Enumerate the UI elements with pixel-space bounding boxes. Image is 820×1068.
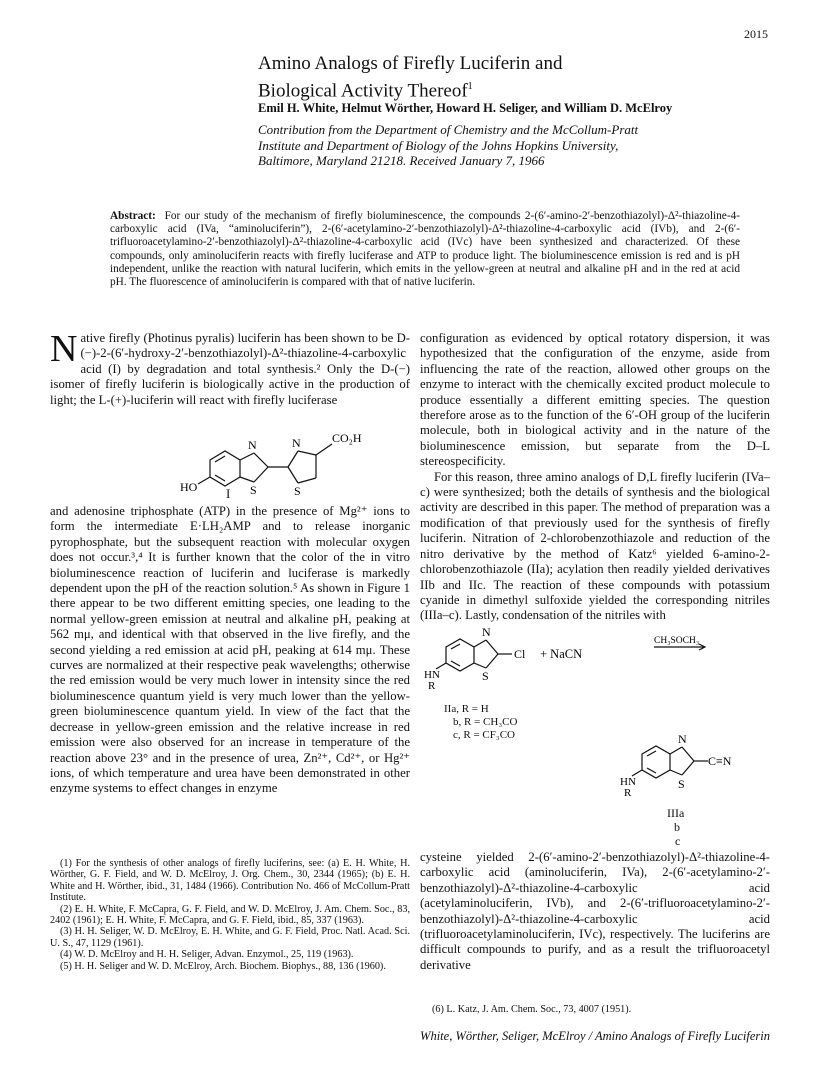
abstract-label: Abstract: [110,210,156,222]
left-column-body [50,504,410,797]
struct-N1: N [248,438,257,452]
scheme-N-III: N [678,732,687,746]
drop-cap: N [50,328,78,370]
title-line-2 [258,75,758,102]
left-column-intro [50,328,410,408]
scheme-S-III: S [678,777,685,791]
label-IIa: IIa, R = H [444,703,489,715]
title-footnote-marker: 1 [467,81,473,92]
footnote-5: (5) H. H. Seliger and W. D. McElroy, Arch. Biochem. Biophys., 88, 136 (1960). [60,960,386,972]
right-column-top [420,331,770,624]
scheme-N-II: N [482,625,491,639]
title-line-2-text: Biological Activity Thereof [258,80,468,102]
scheme-solvent: CH₃SOCH₃ [654,636,700,646]
right-column-bottom [420,850,770,973]
compound-label-I: I [226,486,231,501]
abstract [110,210,740,289]
right-paragraph-3: cysteine yielded 2-(6′-amino-2′-benzothiazolyl)-Δ²-thiazoline-4-carboxylic acid (aminoluciferin, IVa), 2-(6′-acetylamino-2′-benzothiazolyl)-Δ²-thiazoline-4-carboxylic acid (acetylaminoluciferin, IVb), and 2-(6′-trifluoroacetylamino-2′-benzothiazolyl)-Δ²-thiazoline-4-carboxylic acid (trifluoroacetylaminoluciferin, IVc), respectively. The luciferins are difficult compounds to purify, and as a result the trifluoroacetyl derivative [420,850,770,972]
page-number: 2015 [744,27,768,41]
footnotes-left [50,858,410,972]
footnote-4: (4) W. D. McElroy and H. H. Seliger, Advan. Enzymol., 25, 119 (1963). [60,949,354,961]
right-paragraph-1: configuration as evidenced by optical rotatory dispersion, it was hypothesized that the configuration of the enzyme, aside from influencing the rate of the reaction, allowed other groups on the enzyme to interact with the chemically excited product molecule to produce essentially a different emitting species. The question therefore arose as to the function of the 6′-OH group of the luciferin molecule, both in biological activity and in the nature of the bioluminescence emission, but separate from the D–L stereospecificity. [420,331,770,469]
footnote-1: (1) For the synthesis of other analogs of firefly luciferins, see: (a) E. H. White, H. Wörther, G. F. Field, and W. D. McElroy, J. Org. Chem., 30, 2344 (1965); (b) E. H. White and H. Wörther, ibid., 31, 1484 (1966). Contribution No. 466 of McCollum-Pratt Institute. [50,858,410,904]
scheme-nitrile: C≡N [708,754,732,768]
label-IIc: c, R = CF₃CO [453,729,515,741]
scheme-II [424,625,744,695]
affiliation-line-2: Institute and Department of Biology of the Johns Hopkins University, [258,137,619,153]
footnote-3: (3) H. H. Seliger, W. D. McElroy, E. H. White, and G. F. Field, Proc. Natl. Acad. Sci. U. S., 47, 1129 (1961). [50,926,410,949]
footnote-2: (2) E. H. White, F. McCapra, G. F. Field, and W. D. McElroy, J. Am. Chem. Soc., 83, 2402 (1961); E. H. White, F. McCapra, and G. F. Field, ibid., 85, 337 (1963). [50,903,410,927]
title-line-1: Amino Analogs of Firefly Luciferin and [258,53,563,74]
structure-I [180,420,420,510]
affiliation-line-3: Baltimore, Maryland 21218. Received January 7, 1966 [258,153,545,168]
scheme-III [618,732,778,802]
footnote-6: (6) L. Katz, J. Am. Chem. Soc., 73, 4007 (1951). [432,1004,632,1015]
running-footer: White, Wörther, Seliger, McElroy / Amino Analogs of Firefly Luciferin [420,1029,770,1043]
struct-HO: HO [180,480,198,494]
struct-CO2H: CO₂H [332,431,362,445]
scheme-S-II: S [482,669,489,683]
scheme-Cl: Cl [514,647,526,661]
affiliation [258,122,768,169]
scheme-plus-nacn: + NaCN [540,647,583,661]
affiliation-line-1: Contribution from the Department of Chemistry and the McCollum-Pratt [258,122,639,137]
abstract-text: For our study of the mechanism of firefly bioluminescence, the compounds 2-(6′-amino-2′-benzothiazolyl)-Δ²-thiazoline-4-carboxylic acid (IVa, “aminoluciferin”), 2-(6′-acetylamino-2′-benzothiazolyl)-Δ²-thiazoline-4-carboxylic acid (IVb), and 2-(6′-trifluoroacetylamino-2′-benzothiazolyl)-Δ²-thiazoline-4-carboxylic acid (IVc) have been synthesized and characterized. Of these compounds, only aminoluciferin reacts with firefly luciferase and ATP to produce light. The bioluminescence emission is red and is pH independent, unlike the reaction with natural luciferin, which emits in the yellow-green at neutral and alkaline pH and in the red at acid pH. The fluorescence of aminoluciferin is compared with that of native luciferin. [110,210,740,289]
label-IIb: b, R = CH₃CO [453,716,518,728]
label-IIIb: b [674,820,680,834]
label-IIIa: IIIa [667,806,685,820]
struct-N2: N [292,436,301,450]
body-paragraph-left: and adenosine triphosphate (ATP) in the presence of Mg²⁺ ions to form the intermediate E·LH₂AMP and to release inorganic pyrophosphate, but the subsequent reaction with molecular oxygen does not occur.³,⁴ It is further known that the color of the in vitro bioluminescence reaction of luciferin and luciferase is markedly dependent upon the pH of the reaction solution.⁵ As shown in Figure 1 there appear to be two different emitting species, one leading to the normal yellow-green emission at neutral and alkaline pH, peaking at 562 mμ, and identical with that observed in the live firefly, and the second yielding a red emission at acid pH, peaking at 614 mμ. These curves are normalized at their respective peak wavelengths; otherwise the red emission would be very much lower in intensity since the red bioluminescence quantum yield is very much lower than the yellow-green bioluminescence quantum yield. In view of the fact that the decrease in yellow-green emission and the relative increase in red emission were also observed for an increase in temperature of the reaction above 23° and in the presence of urea, Zn²⁺, Cd²⁺, or Hg²⁺ ions, of which temperature and urea have been demonstrated in other enzyme systems to effect changes in enzyme [50,504,410,796]
intro-paragraph: ative firefly (Photinus pyralis) luciferin has been shown to be D-(−)-2-(6′-hydroxy-2′-benzothiazolyl)-Δ²-thiazoline-4-carboxylic acid (I) by degradation and total synthesis.² Only the D-(−) isomer of firefly luciferin is biologically active in the production of light; the L-(+)-luciferin will react with firefly luciferase [50,331,410,407]
article-title [258,52,758,102]
struct-S1: S [250,483,257,497]
authors: Emil H. White, Helmut Wörther, Howard H. Seliger, and William D. McElroy [258,101,673,115]
scheme-R-III: R [624,787,632,799]
scheme-HN-II: HN [424,669,440,681]
scheme-R-II: R [428,680,436,692]
scheme-HN-III: HN [620,776,636,788]
label-IIIc: c [675,834,681,848]
struct-S2: S [294,484,301,498]
right-paragraph-2: For this reason, three amino analogs of D,L firefly luciferin (IVa–c) were synthesized; both the details of synthesis and the biological activity are described in this paper. The method of preparation was a modification of that previously used for the synthesis of firefly luciferin. Nitration of 2-chlorobenzothiazole and reduction of the nitro derivative by the method of Katz⁶ yielded 6-amino-2-chlorobenzothiazole (IIa); acylation then readily yielded derivatives IIb and IIc. The reaction of these compounds with potassium cyanide in dimethyl sulfoxide yielded the corresponding nitriles (IIIa–c). Lastly, condensation of the nitriles with [420,469,770,623]
